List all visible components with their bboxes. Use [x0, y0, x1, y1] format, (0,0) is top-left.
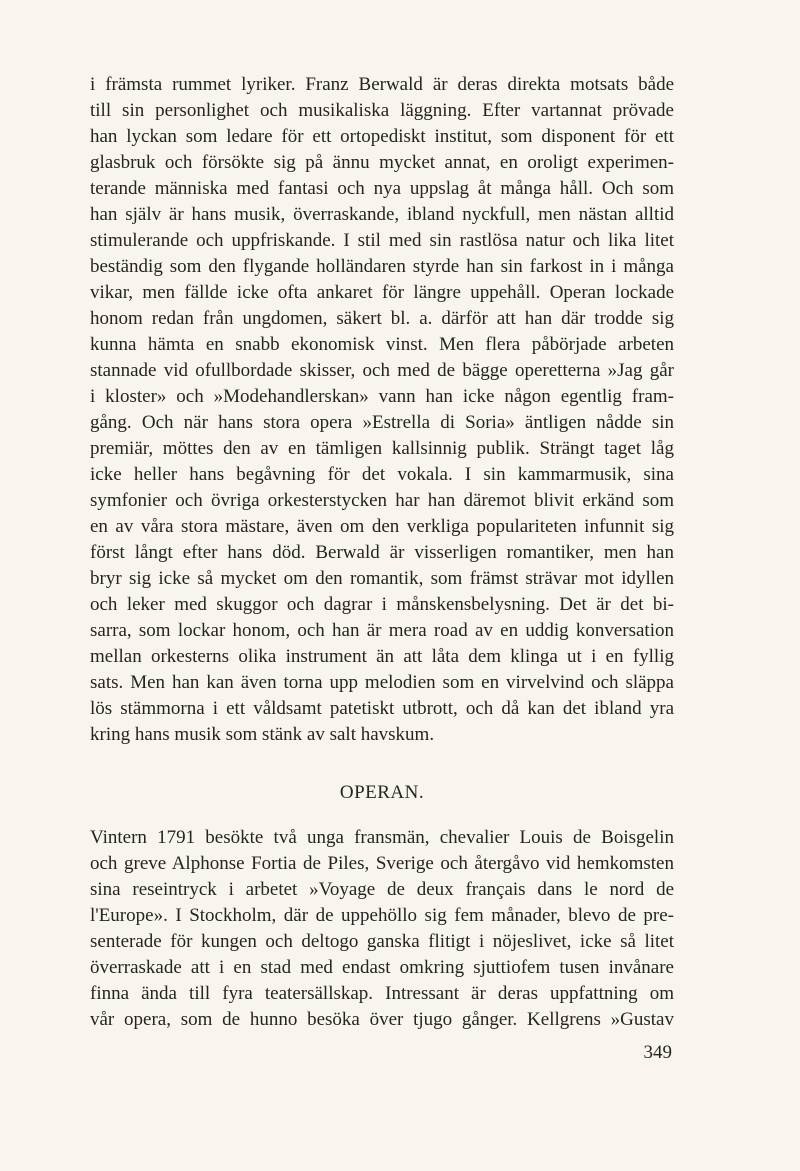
text-line: överraskade att i en stad med endast omkring sjuttiofem tusen invånare — [90, 957, 674, 978]
text-line: bryr sig icke så mycket om den romantik, som främst strävar mot idyllen — [90, 568, 674, 589]
text-line: kring hans musik som stänk av salt havskum. — [90, 724, 435, 745]
text-line: mellan orkesterns olika instrument än att låta dem klinga ut i en fyllig — [90, 646, 674, 667]
text-line: stannade vid ofullbordade skisser, och med de bägge operetterna »Jag går — [90, 360, 674, 381]
section-heading: OPERAN. — [339, 782, 425, 803]
text-line: lös stämmorna i ett våldsamt patetiskt utbrott, och då kan det ibland yra — [90, 698, 674, 719]
text-line: terande människa med fantasi och nya uppslag åt många håll. Och som — [90, 178, 674, 199]
text-line: och leker med skuggor och dagrar i månskensbelysning. Det är det bi- — [90, 594, 674, 615]
paragraph-operan — [90, 825, 674, 1033]
text-line: premiär, möttes den av en tämligen kallsinnig publik. Strängt taget låg — [90, 438, 674, 459]
text-line: till sin personlighet och musikaliska läggning. Efter vartannat prövade — [90, 100, 674, 121]
text-line: och greve Alphonse Fortia de Piles, Sverige och återgåvo vid hemkomsten — [90, 853, 674, 874]
text-line: beständig som den flygande holländaren styrde han sin farkost in i många — [90, 256, 674, 277]
text-line: sats. Men han kan även torna upp melodien som en virvelvind och släppa — [90, 672, 674, 693]
page-number: 349 — [643, 1042, 672, 1063]
text-line: en av våra stora mästare, även om den verkliga populariteten infunnit sig — [90, 516, 674, 537]
text-line: i kloster» och »Modehandlerskan» vann han icke någon egentlig fram- — [90, 386, 674, 407]
text-line: icke heller hans begåvning för det vokala. I sin kammarmusik, sina — [90, 464, 674, 485]
text-line: han själv är hans musik, överraskande, ibland nyckfull, men nästan alltid — [90, 204, 674, 225]
text-line: stimulerande och uppfriskande. I stil med sin rastlösa natur och lika litet — [90, 230, 674, 251]
text-line: först långt efter hans död. Berwald är visserligen romantiker, men han — [90, 542, 674, 563]
text-line: sina reseintryck i arbetet »Voyage de deux français dans le nord de — [90, 879, 674, 900]
text-line: kunna hämta en snabb ekonomisk vinst. Men flera påbörjade arbeten — [90, 334, 674, 355]
text-line: gång. Och när hans stora opera »Estrella di Soria» äntligen nådde sin — [90, 412, 674, 433]
text-line: Vintern 1791 besökte två unga fransmän, chevalier Louis de Boisgelin — [90, 827, 674, 848]
text-line: i främsta rummet lyriker. Franz Berwald är deras direkta motsats både — [90, 74, 674, 95]
text-line: glasbruk och försökte sig på ännu mycket annat, en oroligt experimen- — [90, 152, 674, 173]
text-line: vår opera, som de hunno besöka över tjugo gånger. Kellgrens »Gustav — [90, 1009, 674, 1030]
text-line: honom redan från ungdomen, säkert bl. a. därför att han där trodde sig — [90, 308, 674, 329]
text-line: symfonier och övriga orkesterstycken har han däremot blivit erkänd som — [90, 490, 674, 511]
text-line: sarra, som lockar honom, och han är mera road av en uddig konversation — [90, 620, 674, 641]
text-line: senterade för kungen och deltogo ganska flitigt i nöjeslivet, icke så litet — [90, 931, 674, 952]
text-line: han lyckan som ledare för ett ortopediskt institut, som disponent för ett — [90, 126, 674, 147]
paragraph-berwald — [90, 72, 674, 748]
text-line: vikar, men fällde icke ofta ankaret för längre uppehåll. Operan lockade — [90, 282, 674, 303]
text-line: l'Europe». I Stockholm, där de uppehöllo sig fem månader, blevo de pre- — [90, 905, 674, 926]
text-line: finna ända till fyra teatersällskap. Intressant är deras uppfattning om — [90, 983, 674, 1004]
